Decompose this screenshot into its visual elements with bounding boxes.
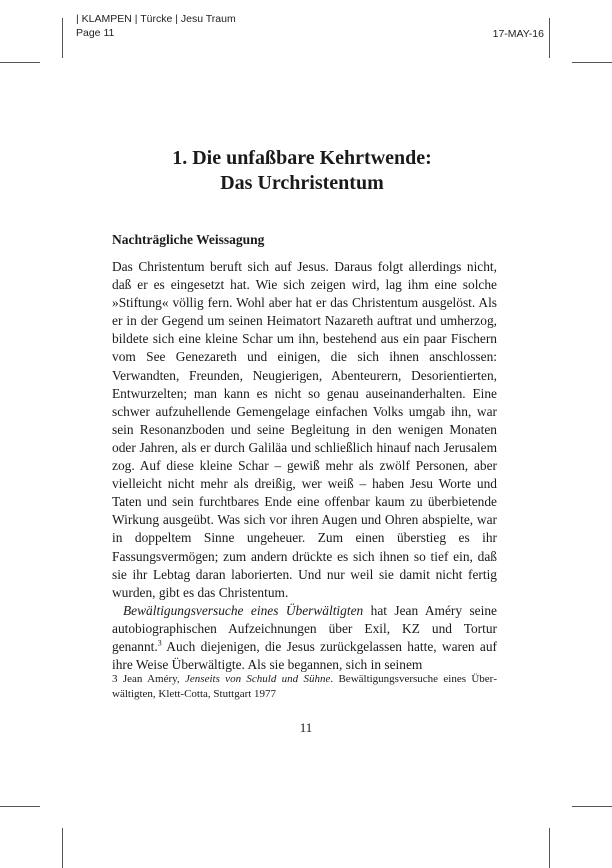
slug-page: Page 11 [76, 27, 115, 39]
crop-mark-top-left [62, 18, 63, 58]
footnote-number-author: 3 Jean Améry, [112, 673, 186, 685]
footnote-reference: 3 [157, 638, 162, 648]
chapter-title-line2: Das Urchristentum [220, 172, 384, 194]
body-text [112, 258, 497, 674]
paragraph-1: Das Christentum beruft sich auf Jesus. Daraus folgt allerdings nicht, daß er es eingesetzt hat. Wie sich zeigen wird, lag ihm eine solche »Stiftung« völlig fern. Wohl aber hat er das Christentum ausgelöst. Als er in der Gegend um seinen Heimatort Nazareth auftrat und umherzog, bildete sich eine kleine Schar um ihn, bestehend aus ein paar Fischern vom See Genezareth und einigen, die sich ihnen anschlossen: Verwandten, Freunden, Neugierigen, Abenteurern, Desorientierten, Entwurzelten; man kann es nicht so genau auseinanderhalten. Eine schwer aufzuhellende Gemengelage einfachen Volks umgab ihn, war sein Resonanzboden und seine Begleitung in den wenigen Monaten oder Jahren, als er durch Galiläa und schließlich hinauf nach Jerusalem zog. Auf diese kleine Schar – gewiß mehr als zwölf Personen, aber vielleicht nicht mehr als dreißig, wer weiß – haben Jesu Worte und Taten und sein furchtbares Ende eine offenbar kaum zu überbietende Wirkung ausgeübt. Was sich vor ihren Augen und Ohren abspielte, war in doppeltem Sinne ungeheuer. Zum einen überstieg es ihr Fassungsvermögen; zum andern drückte es sich ihnen so tief ein, daß sie ihr Lebtag daran laborierten. Und nur weil sie damit nicht fertig wurden, gibt es das Christentum. [112, 259, 497, 600]
chapter-title [100, 146, 504, 196]
crop-mark-bottom-right [549, 828, 550, 868]
printer-slug [76, 12, 236, 40]
quoted-book-title: Bewältigungsversuche eines Überwältigten [123, 602, 364, 618]
page-number: 11 [299, 720, 313, 735]
paragraph-2-text-b: Auch diejenigen, die Jesus zurückgelassen hatte, waren auf ihre Weise Überwältigte. Als sie begannen, sich in seinem [112, 638, 497, 673]
paragraph-2 [112, 602, 497, 674]
crop-mark-left-top [0, 62, 40, 63]
crop-mark-top-right [549, 18, 550, 58]
footnote-rest: . Bewältigungsversuche eines Überwältigten, Klett-Cotta, Stuttgart 1977 [112, 673, 497, 700]
chapter-title-line1: 1. Die unfaßbare Kehrtwende: [172, 147, 432, 169]
footnote [112, 672, 497, 702]
crop-mark-bottom-left [62, 828, 63, 868]
paragraph-2-text-a: hat Jean Améry seine autobiographischen Aufzeichnungen über Exil, KZ und Tortur genannt. [112, 602, 497, 654]
crop-mark-right-top [572, 62, 612, 63]
slug-date: 17-MAY-16 [492, 28, 544, 40]
slug-title: | KLAMPEN | Türcke | Jesu Traum [76, 13, 236, 25]
crop-mark-right-bottom [572, 806, 612, 807]
section-heading: Nachträgliche Weissagung [112, 232, 265, 247]
crop-mark-left-bottom [0, 806, 40, 807]
footnote-book-title: Jenseits von Schuld und Sühne [185, 673, 331, 685]
